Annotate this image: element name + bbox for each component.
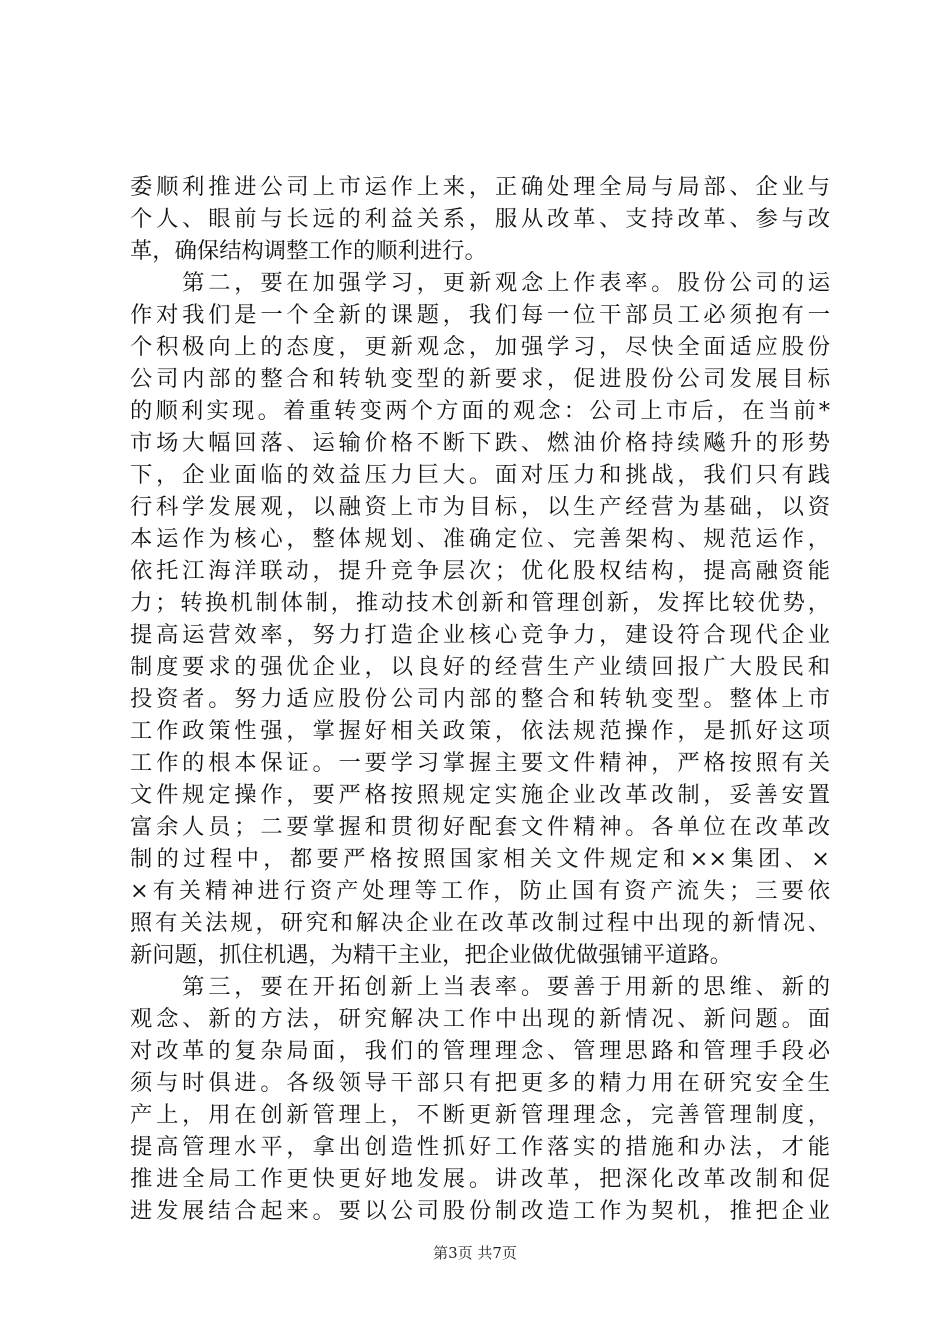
text-line: 第二，要在加强学习，更新观念上作表率。股份公司的运: [130, 270, 830, 296]
text-line: 公司内部的整合和转轨变型的新要求，促进股份公司发展目标: [130, 366, 830, 392]
text-line: 第三，要在开拓创新上当表率。要善于用新的思维、新的: [130, 974, 830, 1000]
text-line: 照有关法规，研究和解决企业在改革改制过程中出现的新情况、: [130, 910, 830, 936]
text-line: 须与时俱进。各级领导干部只有把更多的精力用在研究安全生: [130, 1070, 830, 1096]
text-line: 委顺利推进公司上市运作上来，正确处理全局与局部、企业与: [130, 174, 830, 200]
body-text: [130, 171, 830, 1227]
text-line: 力；转换机制体制，推动技术创新和管理创新，发挥比较优势，: [130, 590, 830, 616]
text-line: 个人、眼前与长远的利益关系，服从改革、支持改革、参与改: [130, 206, 830, 232]
text-line: 富余人员；二要掌握和贯彻好配套文件精神。各单位在改革改: [130, 814, 830, 840]
text-line: 工作的根本保证。一要学习掌握主要文件精神，严格按照有关: [130, 750, 830, 776]
text-line: 工作政策性强，掌握好相关政策，依法规范操作，是抓好这项: [130, 718, 830, 744]
text-line: 行科学发展观，以融资上市为目标，以生产经营为基础，以资: [130, 494, 830, 520]
text-line: 个积极向上的态度，更新观念，加强学习，尽快全面适应股份: [130, 334, 830, 360]
text-line: 投资者。努力适应股份公司内部的整合和转轨变型。整体上市: [130, 686, 830, 712]
text-line: 制度要求的强优企业，以良好的经营生产业绩回报广大股民和: [130, 654, 830, 680]
text-line: 推进全局工作更快更好地发展。讲改革，把深化改革改制和促: [130, 1166, 830, 1192]
text-line: 提高运营效率，努力打造企业核心竞争力，建设符合现代企业: [130, 622, 830, 648]
text-line: 作对我们是一个全新的课题，我们每一位干部员工必须抱有一: [130, 302, 830, 328]
text-line: 革，确保结构调整工作的顺利进行。: [130, 238, 487, 264]
text-line: 产上，用在创新管理上，不断更新管理理念，完善管理制度，: [130, 1102, 830, 1128]
text-line: 提高管理水平，拿出创造性抓好工作落实的措施和办法，才能: [130, 1134, 830, 1160]
text-line: 依托江海洋联动，提升竞争层次；优化股权结构，提高融资能: [130, 558, 830, 584]
page-footer: 第3页 共7页: [433, 1244, 517, 1262]
text-line: 对改革的复杂局面，我们的管理理念、管理思路和管理手段必: [130, 1038, 830, 1064]
text-line: 新问题，抓住机遇，为精干主业，把企业做优做强铺平道路。: [130, 942, 733, 968]
text-line: 市场大幅回落、运输价格不断下跌、燃油价格持续飚升的形势: [130, 430, 830, 456]
text-line: 观念、新的方法，研究解决工作中出现的新情况、新问题。面: [130, 1006, 830, 1032]
text-line: 下，企业面临的效益压力巨大。面对压力和挑战，我们只有践: [130, 462, 830, 488]
text-line: ×有关精神进行资产处理等工作，防止国有资产流失；三要依: [130, 878, 830, 904]
text-line: 本运作为核心，整体规划、准确定位、完善架构、规范运作，: [130, 526, 830, 552]
text-line: 进发展结合起来。要以公司股份制改造工作为契机，推把企业: [130, 1198, 830, 1224]
text-line: 制的过程中，都要严格按照国家相关文件规定和××集团、×: [130, 846, 830, 872]
text-line: 文件规定操作，要严格按照规定实施企业改革改制，妥善安置: [130, 782, 830, 808]
text-line: 的顺利实现。着重转变两个方面的观念：公司上市后，在当前*: [130, 398, 830, 424]
